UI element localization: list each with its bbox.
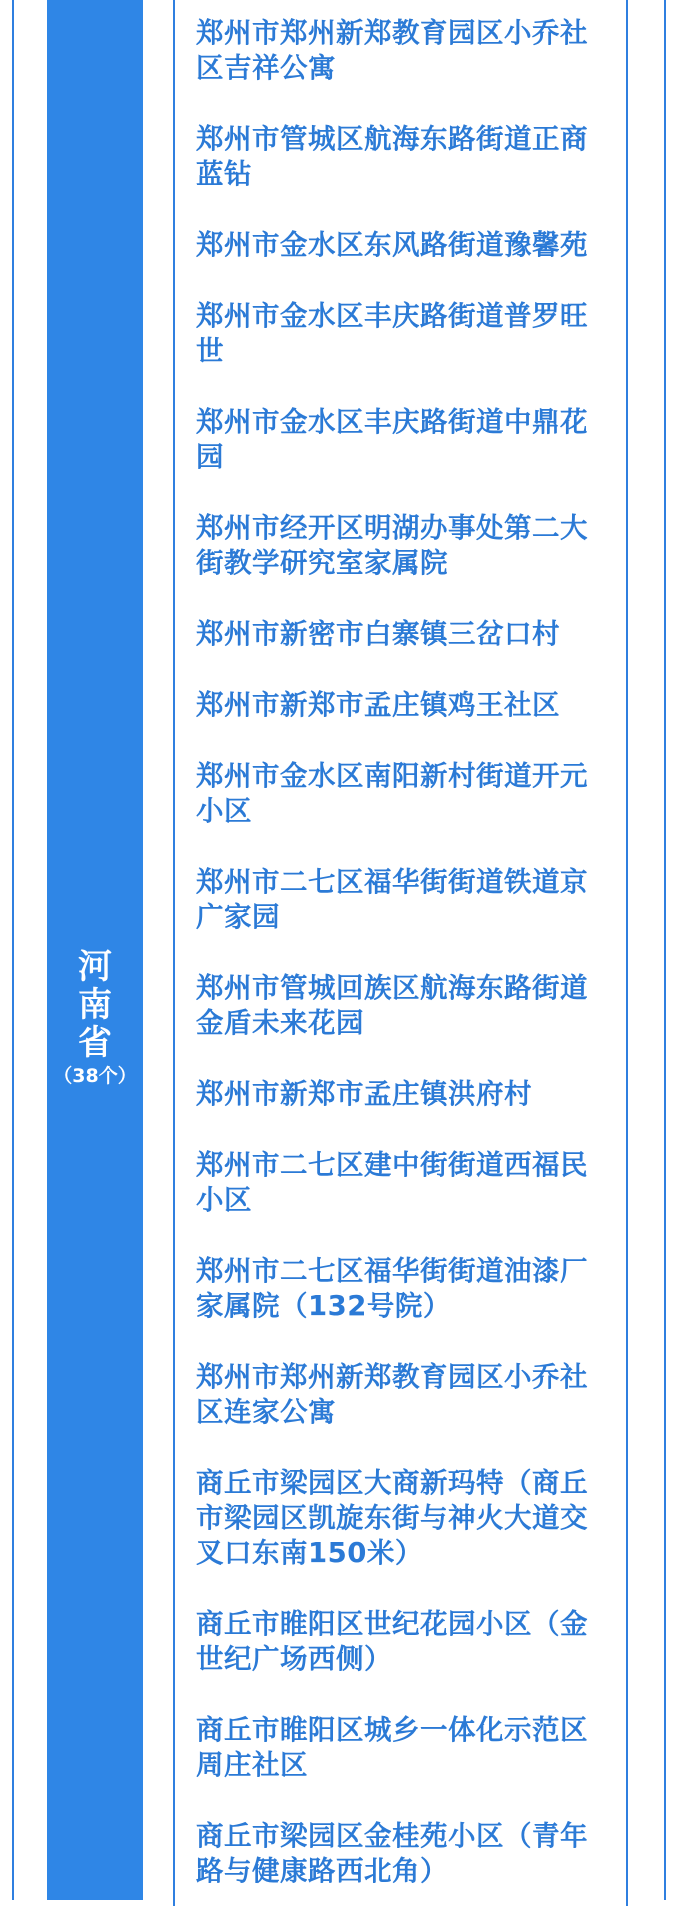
- list-item: 郑州市二七区福华街街道铁道京广家园: [196, 866, 588, 933]
- list-item: 郑州市二七区建中街街道西福民小区: [196, 1149, 588, 1216]
- list-item: 郑州市经开区明湖办事处第二大街教学研究室家属院: [196, 512, 588, 579]
- list-item: 郑州市金水区丰庆路街道普罗旺世: [196, 300, 588, 367]
- list-item: 郑州市金水区丰庆路街道中鼎花园: [196, 406, 588, 473]
- list-item: 郑州市管城回族区航海东路街道金盾未来花园: [196, 972, 588, 1039]
- list-item: 郑州市金水区东风路街道豫馨苑: [196, 229, 588, 261]
- right-border-line: [664, 0, 666, 1900]
- entry-list: [196, 16, 606, 1925]
- list-item: 商丘市睢阳区城乡一体化示范区周庄社区: [196, 1714, 588, 1781]
- left-border-line: [12, 0, 14, 1900]
- list-item: 商丘市梁园区大商新玛特（商丘市梁园区凯旋东街与神火大道交叉口东南150米）: [196, 1467, 588, 1569]
- list-item: 郑州市二七区福华街街道油漆厂家属院（132号院）: [196, 1255, 588, 1322]
- list-item: 郑州市金水区南阳新村街道开元小区: [196, 760, 588, 827]
- list-item: 郑州市郑州新郑教育园区小乔社区吉祥公寓: [196, 17, 588, 84]
- list-item: 商丘市梁园区金桂苑小区（青年路与健康路西北角）: [196, 1820, 588, 1887]
- list-item: 郑州市新郑市孟庄镇洪府村: [196, 1078, 532, 1110]
- list-item: 郑州市新郑市孟庄镇鸡王社区: [196, 689, 560, 721]
- province-label: [47, 948, 143, 1088]
- list-item: 郑州市新密市白寨镇三岔口村: [196, 618, 560, 650]
- province-count: （38个）: [53, 1065, 137, 1087]
- province-name: 河南省: [78, 947, 112, 1063]
- list-item: 商丘市睢阳区世纪花园小区（金世纪广场西侧）: [196, 1608, 588, 1675]
- list-item: 郑州市管城区航海东路街道正商蓝钻: [196, 123, 588, 190]
- province-column: [47, 0, 143, 1900]
- list-item: 郑州市郑州新郑教育园区小乔社区连家公寓: [196, 1361, 588, 1428]
